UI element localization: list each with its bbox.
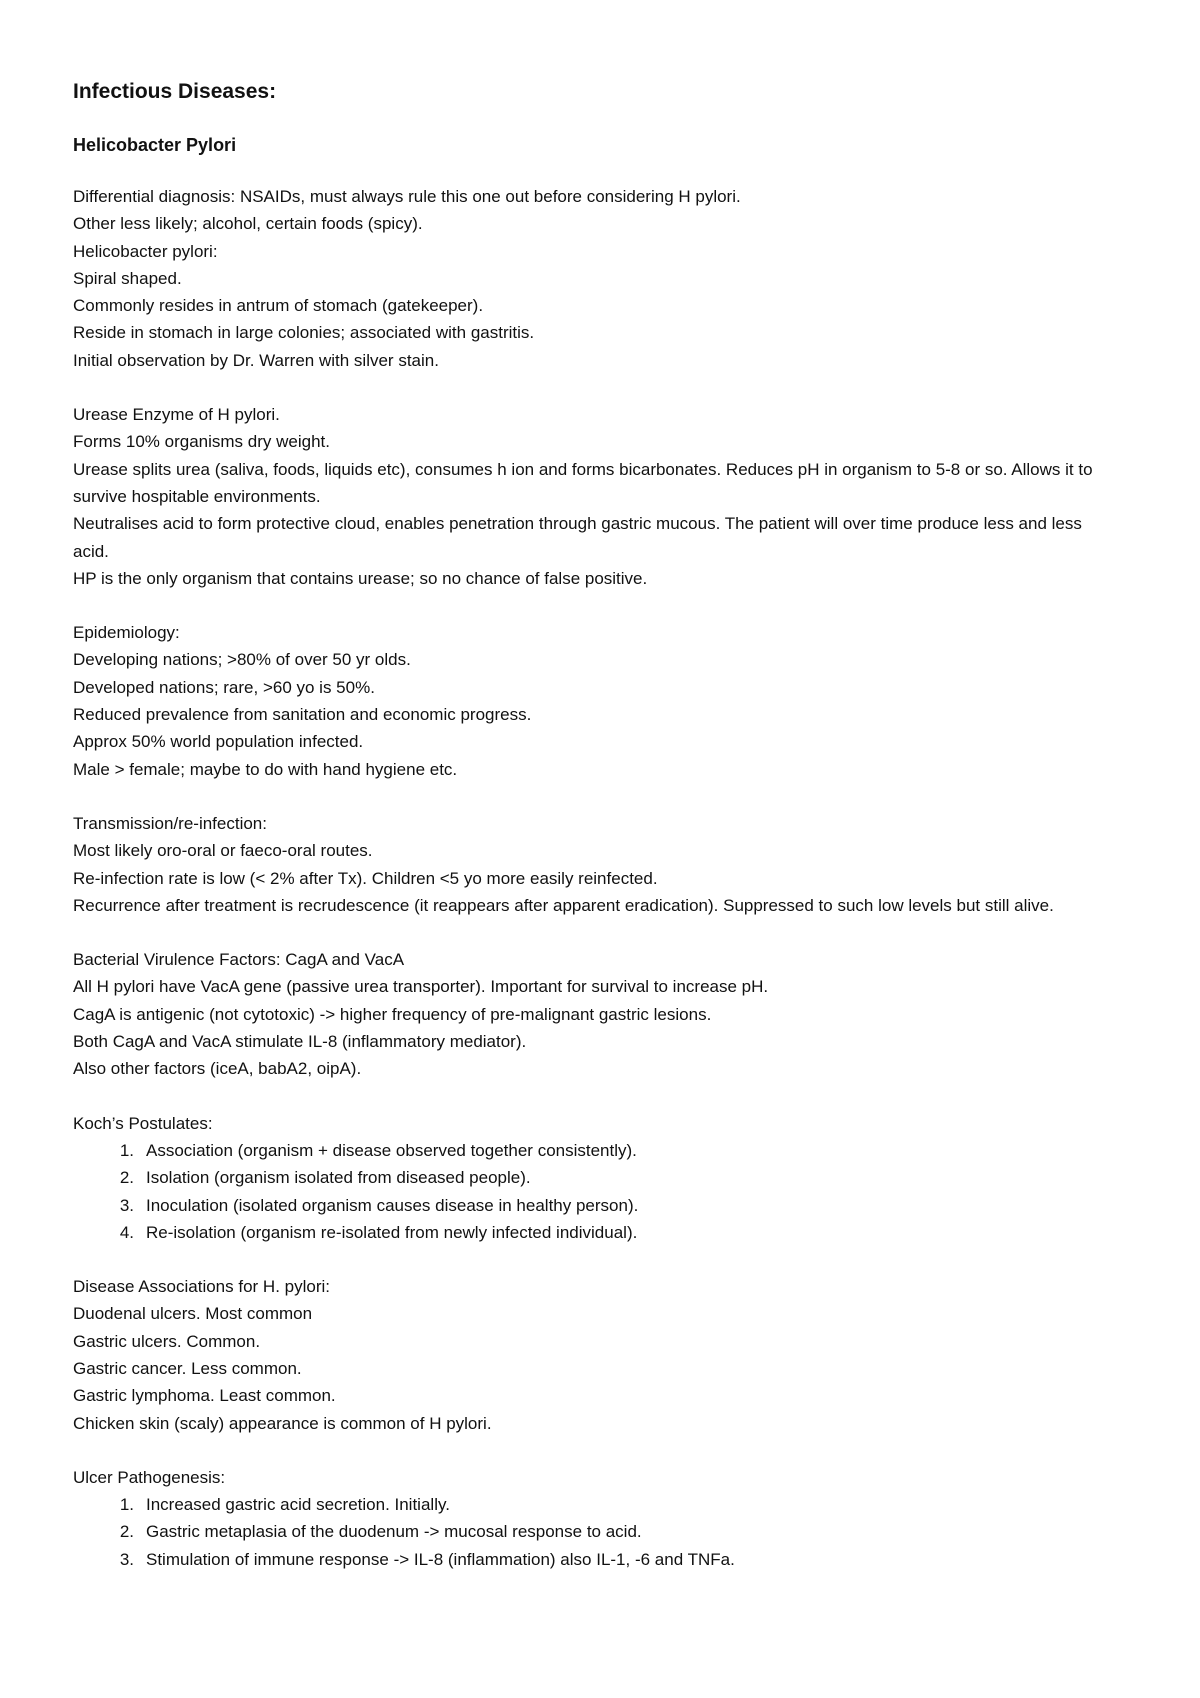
text-line: Male > female; maybe to do with hand hygiene etc. (73, 759, 458, 779)
text-line: Recurrence after treatment is recrudescence (it reappears after apparent eradication). Suppressed to such low levels but still alive. (73, 895, 1054, 915)
list-item-text: Inoculation (isolated organism causes disease in healthy person). (146, 1195, 639, 1215)
document-subtitle: Helicobacter Pylori (73, 135, 237, 155)
document-section (73, 619, 1120, 783)
list-item-text: Association (organism + disease observed together consistently). (146, 1140, 637, 1160)
text-line: Both CagA and VacA stimulate IL-8 (inflammatory mediator). (73, 1032, 527, 1052)
text-line: Duodenal ulcers. Most common (73, 1304, 313, 1324)
list-item-number: 3. (119, 1195, 134, 1215)
document-section (73, 1273, 1120, 1437)
list-item-number: 1. (119, 1495, 134, 1515)
section-heading: Ulcer Pathogenesis: (73, 1467, 226, 1487)
text-line: Commonly resides in antrum of stomach (gatekeeper). (73, 296, 484, 316)
text-line: Transmission/re-infection: (73, 813, 267, 833)
text-line: Helicobacter pylori: (73, 241, 218, 261)
text-line: Also other factors (iceA, babA2, oipA). (73, 1059, 362, 1079)
text-line: All H pylori have VacA gene (passive urea transporter). Important for survival to increase pH. (73, 977, 769, 997)
section-heading: Koch’s Postulates: (73, 1113, 213, 1133)
text-line: Initial observation by Dr. Warren with silver stain. (73, 350, 439, 370)
list-item-text: Increased gastric acid secretion. Initially. (146, 1495, 450, 1515)
list-item-number: 2. (119, 1522, 134, 1542)
document-body (73, 183, 1120, 1573)
text-line: Disease Associations for H. pylori: (73, 1277, 330, 1297)
list-item-text: Stimulation of immune response -> IL-8 (inflammation) also IL-1, -6 and TNFa. (146, 1549, 735, 1569)
list-item (73, 1546, 1120, 1573)
document-section (73, 946, 1120, 1082)
text-line: Developed nations; rare, >60 yo is 50%. (73, 677, 375, 697)
text-line: Reduced prevalence from sanitation and economic progress. (73, 705, 532, 725)
list-item-text: Re-isolation (organism re-isolated from newly infected individual). (146, 1222, 638, 1242)
text-line: Reside in stomach in large colonies; associated with gastritis. (73, 323, 535, 343)
text-line: Gastric lymphoma. Least common. (73, 1386, 336, 1406)
text-line: Epidemiology: (73, 623, 180, 643)
list-item-number: 3. (119, 1549, 134, 1569)
list-item (73, 1137, 1120, 1164)
text-line: Re-infection rate is low (< 2% after Tx). Children <5 yo more easily reinfected. (73, 868, 658, 888)
text-line: Bacterial Virulence Factors: CagA and VacA (73, 950, 405, 970)
list-item (73, 1192, 1120, 1219)
list-item (73, 1164, 1120, 1191)
list-item (73, 1518, 1120, 1545)
text-line: Chicken skin (scaly) appearance is common of H pylori. (73, 1413, 492, 1433)
text-line: CagA is antigenic (not cytotoxic) -> higher frequency of pre-malignant gastric lesions. (73, 1004, 712, 1024)
numbered-list (73, 1491, 1120, 1573)
list-item-number: 2. (119, 1168, 134, 1188)
text-line: Other less likely; alcohol, certain foods (spicy). (73, 214, 423, 234)
document-section (73, 401, 1120, 592)
text-line: Differential diagnosis: NSAIDs, must always rule this one out before considering H pylori. (73, 187, 741, 206)
text-line: Developing nations; >80% of over 50 yr olds. (73, 650, 411, 670)
list-item-text: Isolation (organism isolated from diseased people). (146, 1168, 531, 1188)
text-line: Gastric ulcers. Common. (73, 1331, 261, 1351)
list-item-number: 4. (119, 1222, 134, 1242)
list-item-number: 1. (119, 1140, 134, 1160)
text-line: Spiral shaped. (73, 268, 182, 288)
document-section (73, 183, 1120, 374)
document-section (73, 1110, 1120, 1246)
text-line: Most likely oro-oral or faeco-oral routes. (73, 841, 373, 861)
text-line: HP is the only organism that contains urease; so no chance of false positive. (73, 568, 648, 588)
list-item-text: Gastric metaplasia of the duodenum -> mucosal response to acid. (146, 1522, 642, 1542)
text-line: Urease splits urea (saliva, foods, liquids etc), consumes h ion and forms bicarbonates. Reduces pH in organism to 5-8 or so. Allows it to survive hospitable environments. (73, 459, 1093, 506)
text-line: Urease Enzyme of H pylori. (73, 405, 280, 425)
text-line: Neutralises acid to form protective cloud, enables penetration through gastric mucous. The patient will over time produce less and less acid. (73, 514, 1082, 561)
document-title: Infectious Diseases: (73, 80, 277, 103)
numbered-list (73, 1137, 1120, 1246)
document-section (73, 810, 1120, 919)
document-section (73, 1464, 1120, 1573)
list-item (73, 1219, 1120, 1246)
text-line: Approx 50% world population infected. (73, 732, 364, 752)
list-item (73, 1491, 1120, 1518)
text-line: Gastric cancer. Less common. (73, 1358, 302, 1378)
text-line: Forms 10% organisms dry weight. (73, 432, 330, 452)
